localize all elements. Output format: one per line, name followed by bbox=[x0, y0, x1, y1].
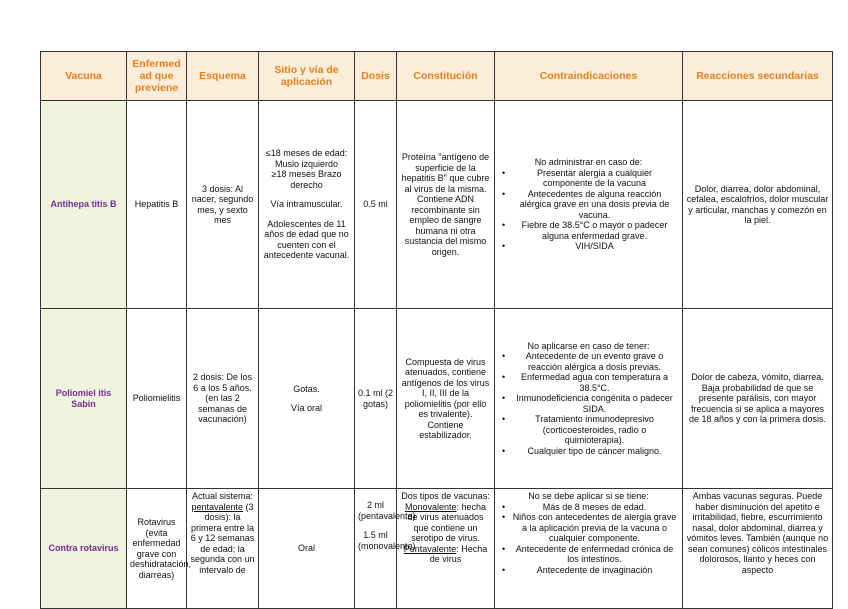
site-line: ≤18 meses de edad: Muslo izquierdo bbox=[265, 148, 348, 169]
header-constitucion: Constitución bbox=[397, 52, 495, 101]
disease-cell: Poliomielitis bbox=[127, 309, 187, 489]
vaccine-table bbox=[40, 51, 833, 609]
list-item: • Presentar alergia a cualquier componente de la vacuna bbox=[498, 168, 679, 189]
contraindications-cell bbox=[495, 101, 683, 309]
schedule-text: (3 dosis): la primera entre la 6 y 12 semanas de edad; la segunda con un intervalo de bbox=[190, 501, 255, 575]
contraindications-intro: No aplicarse en caso de tener: bbox=[527, 340, 650, 351]
list-item: • Inmunodeficiencia congénita o padecer SIDA. bbox=[498, 393, 679, 414]
header-sitio: Sitio y vía de aplicación bbox=[259, 52, 355, 101]
site-line: Adolescentes de 11 años de edad que no cuenten con el antecedente vacunal. bbox=[263, 218, 350, 261]
schedule-cell: 3 dosis: Al nacer, segundo mes, y sexto mes bbox=[187, 101, 259, 309]
site-line: Vía oral bbox=[290, 403, 323, 413]
list-item: • Enfermedad agua con temperatura a 38.5°C. bbox=[498, 372, 679, 393]
composition-text: : Hecha de virus bbox=[429, 543, 488, 564]
dose-line: 1.5 ml (monovalente) bbox=[358, 530, 416, 551]
contraindications-intro: No se debe aplicar si se tiene: bbox=[528, 491, 649, 501]
list-item: • Más de 8 meses de edad. bbox=[498, 502, 679, 513]
site-line: Oral bbox=[297, 543, 315, 554]
vaccine-name: Poliomiel itis Sabin bbox=[41, 309, 127, 489]
list-item: • Antecedente de invaginación bbox=[498, 565, 679, 576]
composition-text: Dos tipos de vacunas: bbox=[401, 491, 490, 501]
composition-text: : hecha de virus atenuados que contiene un serotipo de virus. bbox=[407, 501, 487, 543]
list-item: • Antecedentes de alguna reacción alérgica grave en una dosis previa de vacuna. bbox=[498, 189, 679, 221]
contraindications-cell bbox=[495, 489, 683, 609]
dose-line: 2 ml (pentavalente) bbox=[358, 500, 416, 521]
header-dosis: Dosis bbox=[355, 52, 397, 101]
schedule-text: Actual sistema: bbox=[191, 491, 254, 501]
site-line: Vía intramuscular. bbox=[270, 199, 343, 210]
list-item: • Antecedente de enfermedad crónica de los intestinos. bbox=[498, 544, 679, 565]
contraindications-list bbox=[498, 502, 679, 576]
composition-underlined: Pentavalente bbox=[403, 543, 457, 554]
contraindications-list bbox=[498, 168, 679, 252]
reactions-text: Ambas vacunas seguras. Puede haber disminución del apetito e irritabilidad, fiebre, escurrimiento nasal, dolor abdominal, diarrea y vómitos leves. También (aunque no sean comunes) cólicos intestinales dolorosos, llanto y heces con aspecto bbox=[686, 491, 829, 575]
site-line: Gotas. bbox=[293, 383, 320, 394]
vaccine-name: Antihepa titis B bbox=[41, 101, 127, 309]
composition-cell: Compuesta de virus atenuados, contiene antígenos de los virus I, II, III de la poliomielitis (por ello es trivalente). Contiene estabilizador. bbox=[397, 309, 495, 489]
list-item: • Niños con antecedentes de alergia grave a la aplicación previa de la vacuna o cualquier componente. bbox=[498, 512, 679, 544]
header-row bbox=[41, 52, 833, 101]
list-item: • VIH/SIDA bbox=[498, 241, 679, 252]
site-line: ≥18 meses Brazo derecho bbox=[271, 169, 342, 190]
schedule-underlined: pentavalente bbox=[191, 501, 243, 512]
dose-cell: 0.1 ml (2 gotas) bbox=[355, 309, 397, 489]
disease-cell: Hepatitis B bbox=[127, 101, 187, 309]
list-item: • Antecedente de un evento grave o reacción alérgica a dosis previas. bbox=[498, 351, 679, 372]
list-item: • Fiebre de 38.5°C o mayor o padecer alguna enfermedad grave. bbox=[498, 220, 679, 241]
table-row bbox=[41, 309, 833, 489]
list-item: • Tratamiento inmunodepresivo (corticoesteroides, radio o quimioterapia). bbox=[498, 414, 679, 446]
dose-cell: 0.5 ml bbox=[355, 101, 397, 309]
composition-underlined: Monovalente bbox=[404, 501, 457, 512]
contraindications-intro: No administrar en caso de: bbox=[534, 157, 643, 168]
dose-cell bbox=[355, 489, 416, 609]
contraindications-list bbox=[498, 351, 679, 456]
disease-cell: Rotavirus (evita enfermedad grave con deshidratación, diarreas) bbox=[127, 489, 187, 609]
header-enfermedad: Enfermed ad que previene bbox=[127, 52, 187, 101]
site-cell bbox=[259, 309, 355, 489]
composition-cell bbox=[397, 489, 495, 609]
table-row bbox=[41, 489, 833, 609]
table-row bbox=[41, 101, 833, 309]
reactions-cell: Dolor de cabeza, vómito, diarrea. Baja probabilidad de que se presente parálisis, con mayor frecuencia si se aplica a mayores de 18 años y con la primera dosis. bbox=[683, 309, 833, 489]
site-cell bbox=[259, 489, 355, 609]
header-esquema: Esquema bbox=[187, 52, 259, 101]
reactions-cell: Dolor, diarrea, dolor abdominal, cefalea, escalofríos, dolor muscular y articular, manchas y comezón en la piel. bbox=[683, 101, 833, 309]
schedule-cell: 2 dosis: De los 6 a los 5 años. (en las 2 semanas de vacunación) bbox=[187, 309, 259, 489]
schedule-cell bbox=[187, 489, 259, 609]
composition-cell: Proteína "antígeno de superficie de la hepatitis B" que cubre al virus de la misma. Contiene ADN recombinante sin empleo de sangre humana ni otra sustancia del mismo origen. bbox=[397, 101, 495, 309]
reactions-cell bbox=[683, 489, 833, 609]
header-contraindicaciones: Contraindicaciones bbox=[495, 52, 683, 101]
header-reacciones: Reacciones secundarias bbox=[683, 52, 833, 101]
vaccine-name: Contra rotavirus bbox=[41, 489, 127, 609]
header-vacuna: Vacuna bbox=[41, 52, 127, 101]
contraindications-cell bbox=[495, 309, 683, 489]
site-cell bbox=[259, 101, 355, 309]
list-item: • Cualquier tipo de cáncer maligno. bbox=[498, 446, 679, 457]
